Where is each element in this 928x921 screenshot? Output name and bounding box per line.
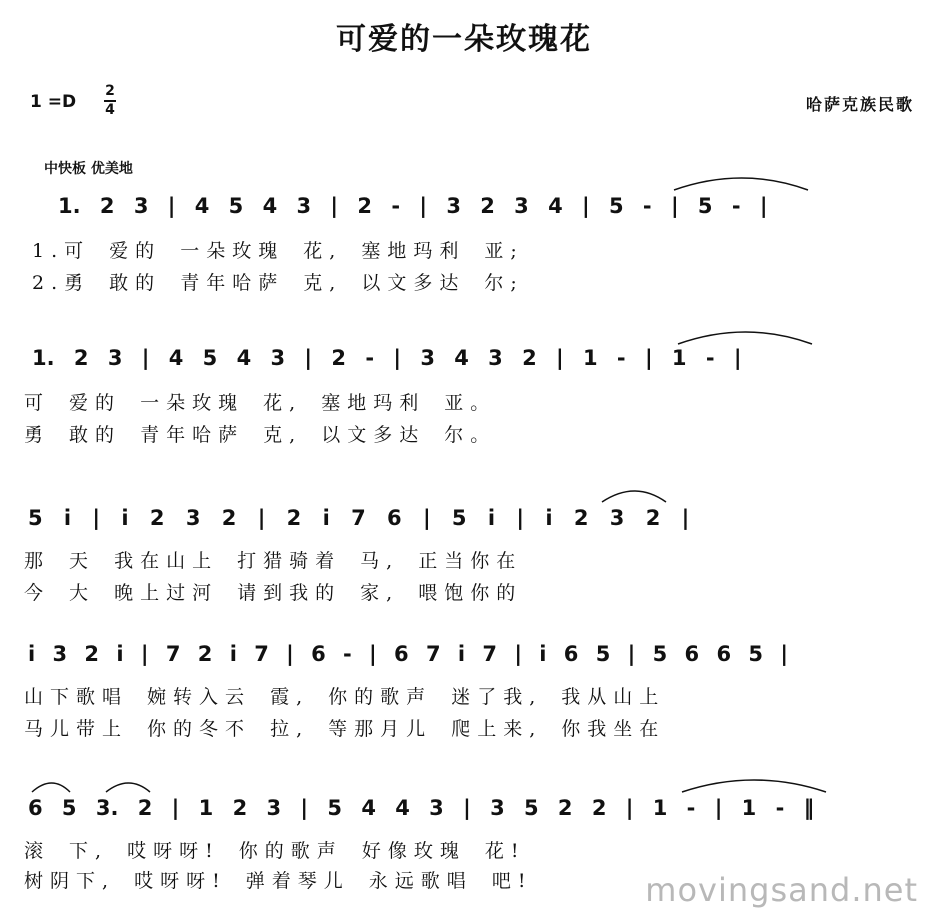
notation-text: i 3 2 i | 7 2 i 7 | 6 - | 6 7 i 7 | i 6 5 | 5 6 6 5 | bbox=[28, 642, 788, 666]
slur-arc bbox=[30, 776, 74, 794]
notation-text: 1. 2 3 | 4 5 4 3 | 2 - | 3 2 3 4 | 5 - | 5 - | bbox=[58, 194, 768, 218]
lyrics-text: 2.勇 敢的 青年哈萨 克, 以文多达 尔; bbox=[32, 272, 524, 294]
lyrics-text: 1.可 爱的 一朵玫瑰 花, 塞地玛利 亚; bbox=[32, 240, 524, 262]
key-signature: 1 =D bbox=[30, 92, 77, 112]
watermark: movingsand.net bbox=[645, 871, 918, 909]
notation-line bbox=[0, 500, 928, 536]
tempo-marking: 中快板 优美地 bbox=[44, 161, 133, 177]
lyrics-text: 那 天 我在山上 打猎骑着 马, 正当你在 bbox=[24, 550, 523, 572]
tie-arc bbox=[672, 172, 812, 192]
tie-arc bbox=[680, 774, 830, 794]
notation-line bbox=[0, 188, 928, 224]
song-title: 可爱的一朵玫瑰花 bbox=[336, 22, 592, 57]
lyrics-text: 马儿带上 你的冬不 拉, 等那月儿 爬上来, 你我坐在 bbox=[24, 718, 666, 740]
time-signature bbox=[103, 84, 117, 118]
song-origin: 哈萨克族民歌 bbox=[805, 95, 914, 114]
meter-top: 2 bbox=[105, 83, 115, 99]
tie-arc bbox=[676, 326, 816, 346]
notation-line bbox=[0, 636, 928, 672]
notation-text: 6 5 3. 2 | 1 2 3 | 5 4 4 3 | 3 5 2 2 | 1 - | 1 - ‖ bbox=[28, 796, 815, 820]
meter-bottom: 4 bbox=[105, 102, 115, 118]
notation-line bbox=[0, 790, 928, 826]
lyrics-text: 山下歌唱 婉转入云 霞, 你的歌声 迷了我, 我从山上 bbox=[24, 686, 666, 708]
notation-text: 5 i | i 2 3 2 | 2 i 7 6 | 5 i | i 2 3 2 | bbox=[28, 506, 690, 530]
lyrics-text: 今 大 晚上过河 请到我的 家, 喂饱你的 bbox=[24, 582, 523, 604]
lyrics-text: 滚 下, 哎呀呀! 你的歌声 好像玫瑰 花! bbox=[24, 840, 526, 862]
notation-text: 1. 2 3 | 4 5 4 3 | 2 - | 3 4 3 2 | 1 - | 1 - | bbox=[32, 346, 742, 370]
slur-arc bbox=[600, 484, 670, 504]
lyrics-text: 树阴下, 哎呀呀! 弹着琴儿 永远歌唱 吧! bbox=[24, 870, 533, 892]
lyrics-text: 勇 敢的 青年哈萨 克, 以文多达 尔。 bbox=[24, 424, 497, 446]
slur-arc bbox=[104, 776, 154, 794]
lyrics-text: 可 爱的 一朵玫瑰 花, 塞地玛利 亚。 bbox=[24, 392, 497, 414]
